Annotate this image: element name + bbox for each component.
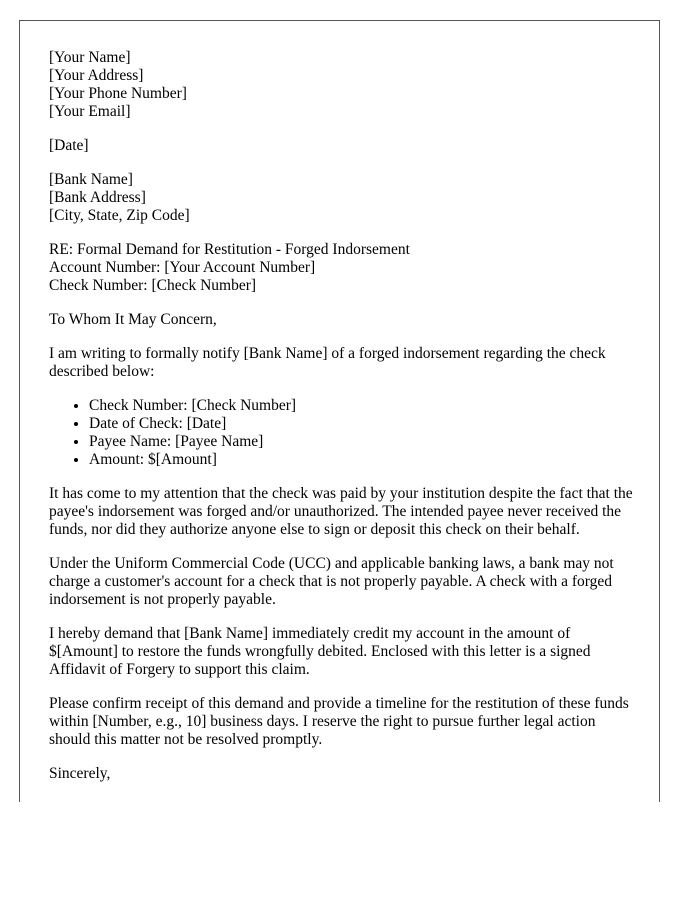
salutation: To Whom It May Concern, [49, 311, 217, 328]
date-block [49, 137, 639, 155]
letter-date: [Date] [49, 137, 89, 154]
list-item: • Payee Name: [Payee Name] [89, 433, 639, 451]
recipient-bank-address: [Bank Address] [49, 189, 146, 206]
letter-body [49, 49, 639, 799]
paragraph-ucc: Under the Uniform Commercial Code (UCC) and applicable banking laws, a bank may not charge a customer's account for a check that is not properly payable. A check with a forged indorsement is not properly payable. [49, 555, 614, 608]
sender-name: [Your Name] [49, 49, 131, 66]
subject-line: RE: Formal Demand for Restitution - Forged Indorsement [49, 241, 410, 258]
subject-block [49, 241, 639, 295]
sender-address: [Your Address] [49, 67, 144, 84]
recipient-block [49, 171, 639, 225]
check-number-line: Check Number: [Check Number] [49, 277, 257, 294]
paragraph-demand: I hereby demand that [Bank Name] immediately credit my account in the amount of $[Amount] to restore the funds wrongfully debited. Enclosed with this letter is a signed Affidavit of Forgery to support this claim. [49, 625, 591, 678]
sender-block [49, 49, 639, 121]
closing: Sincerely, [49, 765, 111, 782]
list-item: • Check Number: [Check Number] [89, 397, 639, 415]
recipient-bank-name: [Bank Name] [49, 171, 133, 188]
sender-phone: [Your Phone Number] [49, 85, 187, 102]
intro-paragraph: I am writing to formally notify [Bank Name] of a forged indorsement regarding the check described below: [49, 345, 606, 380]
list-item: • Amount: $[Amount] [89, 451, 639, 469]
letter-page [19, 20, 660, 802]
sender-email: [Your Email] [49, 103, 131, 120]
account-number-line: Account Number: [Your Account Number] [49, 259, 316, 276]
check-details-list [49, 397, 639, 469]
paragraph-forgery-notice: It has come to my attention that the check was paid by your institution despite the fact that the payee's indorsement was forged and/or unauthorized. The intended payee never received the funds, nor did they authorize anyone else to sign or deposit this check on their behalf. [49, 485, 633, 538]
recipient-city-state-zip: [City, State, Zip Code] [49, 207, 190, 224]
list-item: • Date of Check: [Date] [89, 415, 639, 433]
paragraph-confirmation: Please confirm receipt of this demand and provide a timeline for the restitution of these funds within [Number, e.g., 10] business days. I reserve the right to pursue further legal action should this matter not be resolved promptly. [49, 695, 629, 748]
